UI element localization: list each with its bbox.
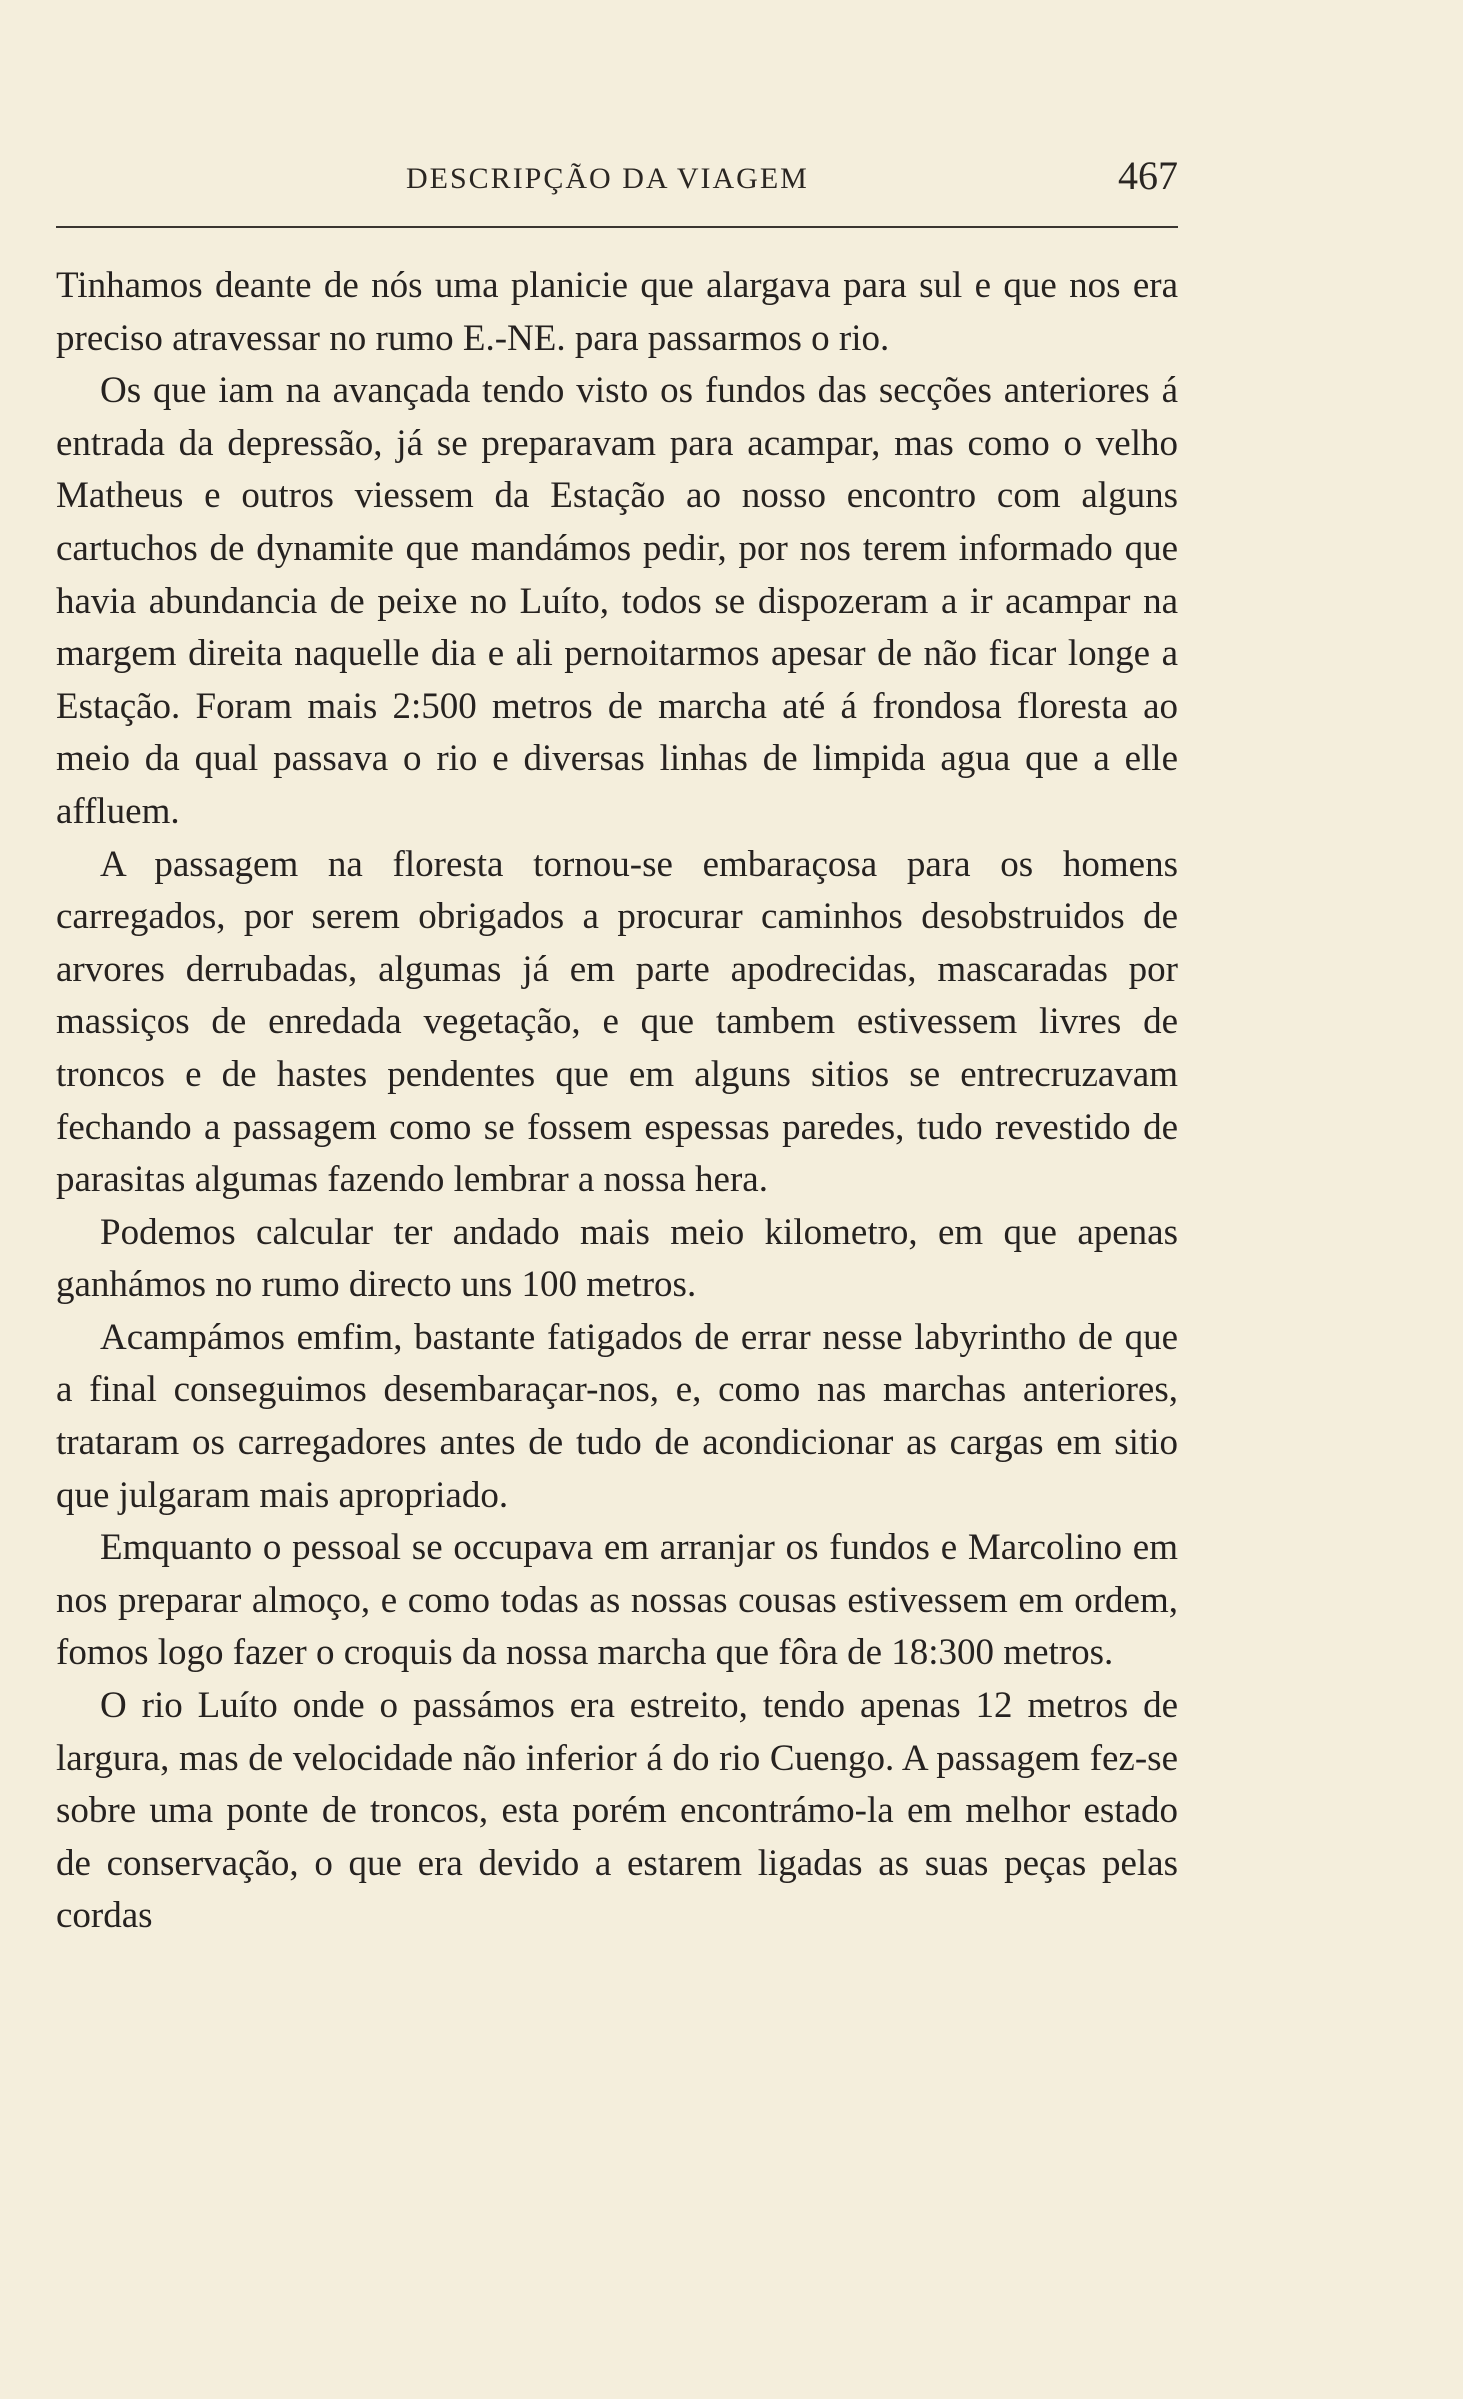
running-head: DESCRIPÇÃO DA VIAGEM (406, 162, 809, 195)
paragraph-5: Acampámos emfim, bastante fatigados de errar nesse labyrintho de que a final conseguimos desembaraçar-nos, e, como nas marchas anteriores, trataram os carregadores antes de tudo de acondicionar as cargas em sitio que julgaram mais apropriado. (56, 1316, 1178, 1516)
paragraph-1: Tinhamos deante de nós uma planicie que alargava para sul e que nos era preciso atravessar no rumo E.-NE. para passarmos o rio. (56, 265, 1178, 359)
header-rule (56, 226, 1178, 228)
paragraph-4: Podemos calcular ter andado mais meio kilometro, em que apenas ganhámos no rumo directo uns 100 metros. (56, 1211, 1178, 1306)
page-header (56, 152, 1178, 212)
paragraph-3: A passagem na floresta tornou-se embaraçosa para os homens carregados, por serem obrigados a procurar caminhos desobstruidos de arvores derrubadas, algumas já em parte apodrecidas, mascaradas por massiços de enredada vegetação, e que tambem estivessem livres de troncos e de hastes pendentes que em alguns sitios se entrecruzavam fechando a passagem como se fossem espessas paredes, tudo revestido de parasitas algumas fazendo lembrar a nossa hera. (56, 843, 1178, 1201)
body-text (56, 260, 1178, 1943)
page-number: 467 (1118, 153, 1178, 198)
paragraph-7: O rio Luíto onde o passámos era estreito, tendo apenas 12 metros de largura, mas de velocidade não inferior á do rio Cuengo. A passagem fez-se sobre uma ponte de troncos, esta porém encontrámo-la em melhor estado de conservação, o que era devido a estarem ligadas as suas peças pelas cordas (56, 1685, 1178, 1937)
paragraph-2: Os que iam na avançada tendo visto os fundos das secções anteriores á entrada da depressão, já se preparavam para acampar, mas como o velho Matheus e outros viessem da Estação ao nosso encontro com alguns cartuchos de dynamite que mandámos pedir, por nos terem informado que havia abundancia de peixe no Luíto, todos se dispozeram a ir acampar na margem direita naquelle dia e ali pernoitarmos apesar de não ficar longe a Estação. Foram mais 2:500 metros de marcha até á frondosa floresta ao meio da qual passava o rio e diversas linhas de limpida agua que a elle affluem. (56, 370, 1178, 832)
paragraph-6: Emquanto o pessoal se occupava em arranjar os fundos e Marcolino em nos preparar almoço, e como todas as nossas cousas estivessem em ordem, fomos logo fazer o croquis da nossa marcha que fôra de 18:300 metros. (56, 1527, 1178, 1674)
